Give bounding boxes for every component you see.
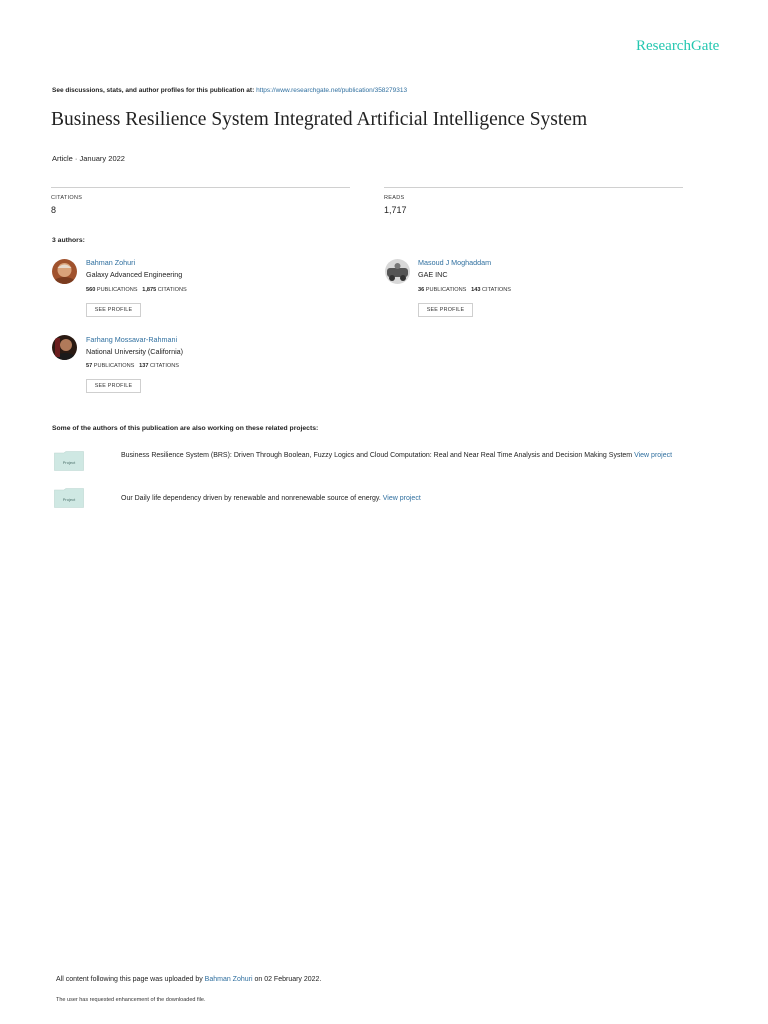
author-name-link[interactable]: Farhang Mossavar-Rahmani <box>86 335 178 344</box>
project-icon-label: Project <box>62 497 76 502</box>
author-institution: Galaxy Advanced Engineering <box>86 270 183 279</box>
project-description <box>121 492 717 505</box>
author-citations-count: 137 <box>139 363 149 369</box>
author-publications-label: PUBLICATIONS <box>96 287 138 293</box>
author-publications-label: PUBLICATIONS <box>93 363 135 369</box>
see-profile-button[interactable]: SEE PROFILE <box>418 303 473 317</box>
author-avatar-masoud-moghaddam[interactable] <box>385 259 410 284</box>
upload-footer <box>56 976 321 983</box>
author-citations-label: CITATIONS <box>157 287 187 293</box>
reads-divider <box>384 187 683 188</box>
author-citations-label: CITATIONS <box>482 287 512 293</box>
see-discussions-text: See discussions, stats, and author profiles for this publication at: <box>52 87 257 94</box>
author-stats <box>86 363 179 369</box>
author-stats <box>86 287 187 293</box>
project-text: Our Daily life dependency driven by renewable and nonrenewable source of energy. <box>121 495 383 502</box>
project-description <box>121 449 717 462</box>
author-citations-label: CITATIONS <box>150 363 180 369</box>
footer-suffix: on 02 February 2022. <box>252 976 322 983</box>
reads-value: 1,717 <box>384 205 407 215</box>
project-text: Business Resilience System (BRS): Driven Through Boolean, Fuzzy Logics and Cloud Computation: Real and Near Real Time Analysis and Decision Making System <box>121 452 635 459</box>
publication-url-link[interactable]: https://www.researchgate.net/publication/358279313 <box>256 87 408 94</box>
publication-title: Business Resilience System Integrated Artificial Intelligence System <box>51 109 588 130</box>
reads-label: READS <box>384 195 405 201</box>
author-avatar-bahman-zohuri[interactable] <box>52 259 77 284</box>
authors-heading: 3 authors: <box>52 237 85 244</box>
author-publications-count: 57 <box>86 363 93 369</box>
citations-value: 8 <box>51 205 57 215</box>
author-publications-count: 36 <box>418 287 425 293</box>
publication-meta: Article · January 2022 <box>52 154 125 163</box>
see-discussions-line <box>52 87 407 94</box>
author-citations-count: 143 <box>471 287 481 293</box>
project-folder-icon[interactable] <box>54 451 84 471</box>
author-name-link[interactable]: Bahman Zohuri <box>86 258 136 267</box>
author-institution: GAE INC <box>418 270 448 279</box>
see-profile-button[interactable]: SEE PROFILE <box>86 303 141 317</box>
author-citations-count: 1,875 <box>142 287 157 293</box>
see-profile-button[interactable]: SEE PROFILE <box>86 379 141 393</box>
related-projects-heading: Some of the authors of this publication are also working on these related projects: <box>52 425 319 432</box>
author-institution: National University (California) <box>86 347 184 356</box>
project-icon-label: Project <box>62 460 76 465</box>
enhancement-note: The user has requested enhancement of the downloaded file. <box>56 997 206 1003</box>
project-folder-icon[interactable] <box>54 488 84 508</box>
citations-divider <box>51 187 350 188</box>
footer-prefix: All content following this page was uploaded by <box>56 976 205 983</box>
researchgate-logo[interactable]: ResearchGate <box>636 38 720 54</box>
author-avatar-farhang-mossavar-rahmani[interactable] <box>52 335 77 360</box>
citations-label: CITATIONS <box>51 195 83 201</box>
view-project-link[interactable]: View project <box>634 452 673 459</box>
author-stats <box>418 287 511 293</box>
author-name-link[interactable]: Masoud J Moghaddam <box>418 258 492 267</box>
view-project-link[interactable]: View project <box>382 495 421 502</box>
author-publications-label: PUBLICATIONS <box>425 287 467 293</box>
uploader-link[interactable]: Bahman Zohuri <box>204 976 253 983</box>
author-publications-count: 560 <box>86 287 96 293</box>
